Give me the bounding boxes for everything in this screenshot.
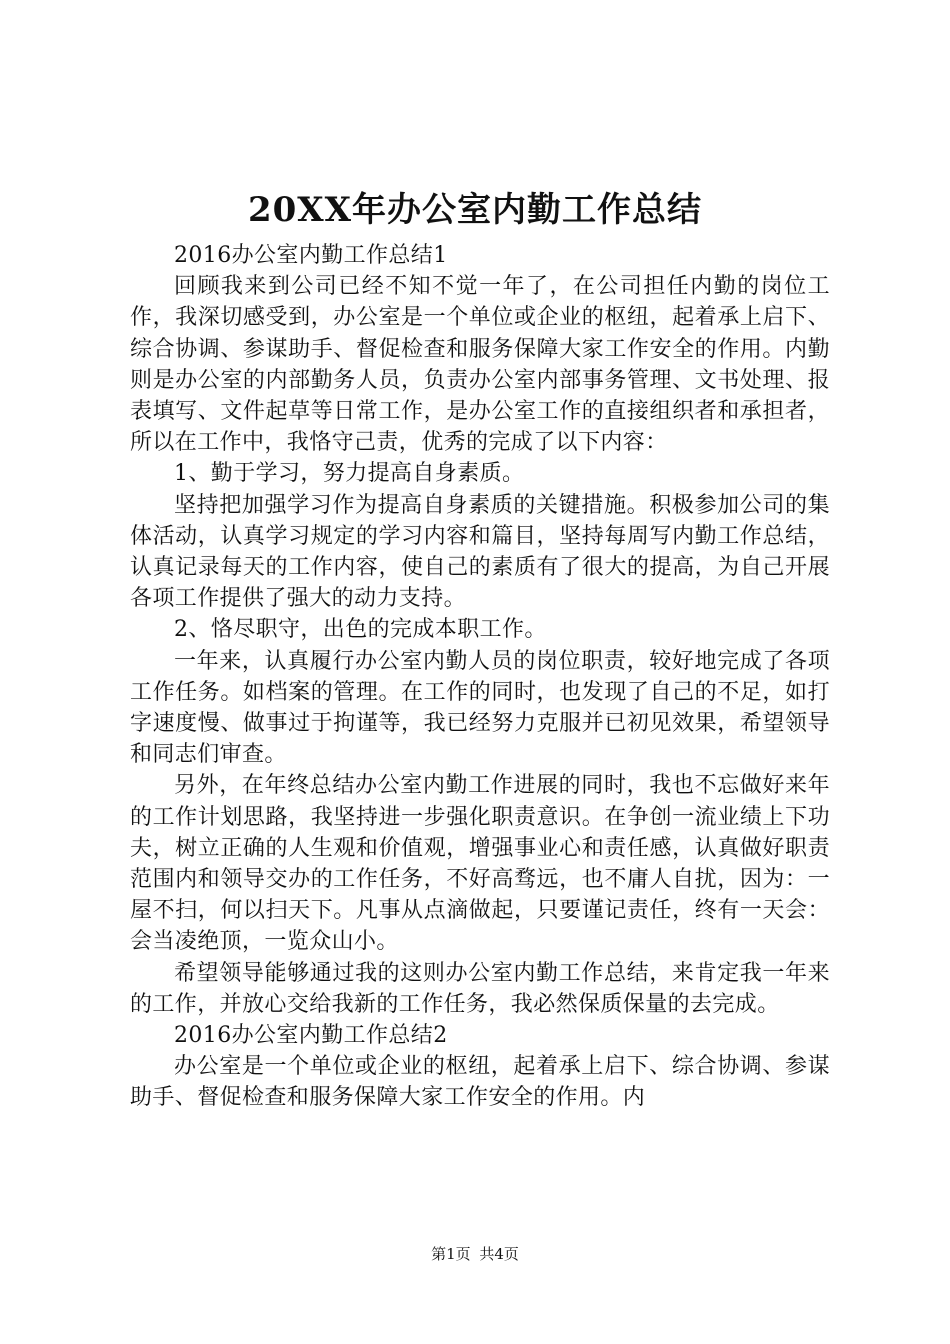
paragraph: 回顾我来到公司已经不知不觉一年了，在公司担任内勤的岗位工作，我深切感受到，办公室是一个单位或企业的枢纽，起着承上启下、综合协调、参谋助手、督促检查和服务保障大家工作安全的作用。内勤则是办公室的内部勤务人员，负责办公室内部事务管理、文书处理、报表填写、文件起草等日常工作，是办公室工作的直接组织者和承担者，所以在工作中，我恪守己责，优秀的完成了以下内容： (130, 274, 830, 456)
list-heading: 1、勤于学习，努力提高自身素质。 (174, 461, 525, 487)
document-body (130, 240, 830, 1114)
paragraph: 另外，在年终总结办公室内勤工作进展的同时，我也不忘做好来年的工作计划思路，我坚持进一步强化职责意识。在争创一流业绩上下功夫，树立正确的人生观和价值观，增强事业心和责任感，认真做好职责范围内和领导交办的工作任务，不好高骛远，也不庸人自扰，因为：一屋不扫，何以扫天下。凡事从点滴做起，只要谨记责任，终有一天会：会当凌绝顶，一览众山小。 (130, 773, 830, 955)
page-footer (0, 1242, 950, 1266)
document-title: 20XX年办公室内勤工作总结 (247, 190, 703, 230)
paragraph: 希望领导能够通过我的这则办公室内勤工作总结，来肯定我一年来的工作，并放心交给我新的工作任务，我必然保质保量的去完成。 (130, 960, 830, 1017)
page-total: 共4页 (479, 1245, 519, 1263)
paragraph: 坚持把加强学习作为提高自身素质的关键措施。积极参加公司的集体活动，认真学习规定的学习内容和篇目，坚持每周写内勤工作总结，认真记录每天的工作内容，使自己的素质有了很大的提高，为自己开展各项工作提供了强大的动力支持。 (130, 492, 830, 612)
paragraph: 办公室是一个单位或企业的枢纽，起着承上启下、综合协调、参谋助手、督促检查和服务保障大家工作安全的作用。内 (130, 1054, 830, 1111)
list-heading: 2、恪尽职守，出色的完成本职工作。 (174, 617, 547, 643)
page-number: 第1页 (431, 1245, 471, 1263)
section-heading: 2016办公室内勤工作总结2 (174, 1023, 448, 1049)
section-heading: 2016办公室内勤工作总结1 (174, 243, 448, 268)
paragraph: 一年来，认真履行办公室内勤人员的岗位职责，较好地完成了各项工作任务。如档案的管理。在工作的同时，也发现了自己的不足，如打字速度慢、做事过于拘谨等，我已经努力克服并已初见效果，希望领导和同志们审查。 (130, 648, 830, 768)
